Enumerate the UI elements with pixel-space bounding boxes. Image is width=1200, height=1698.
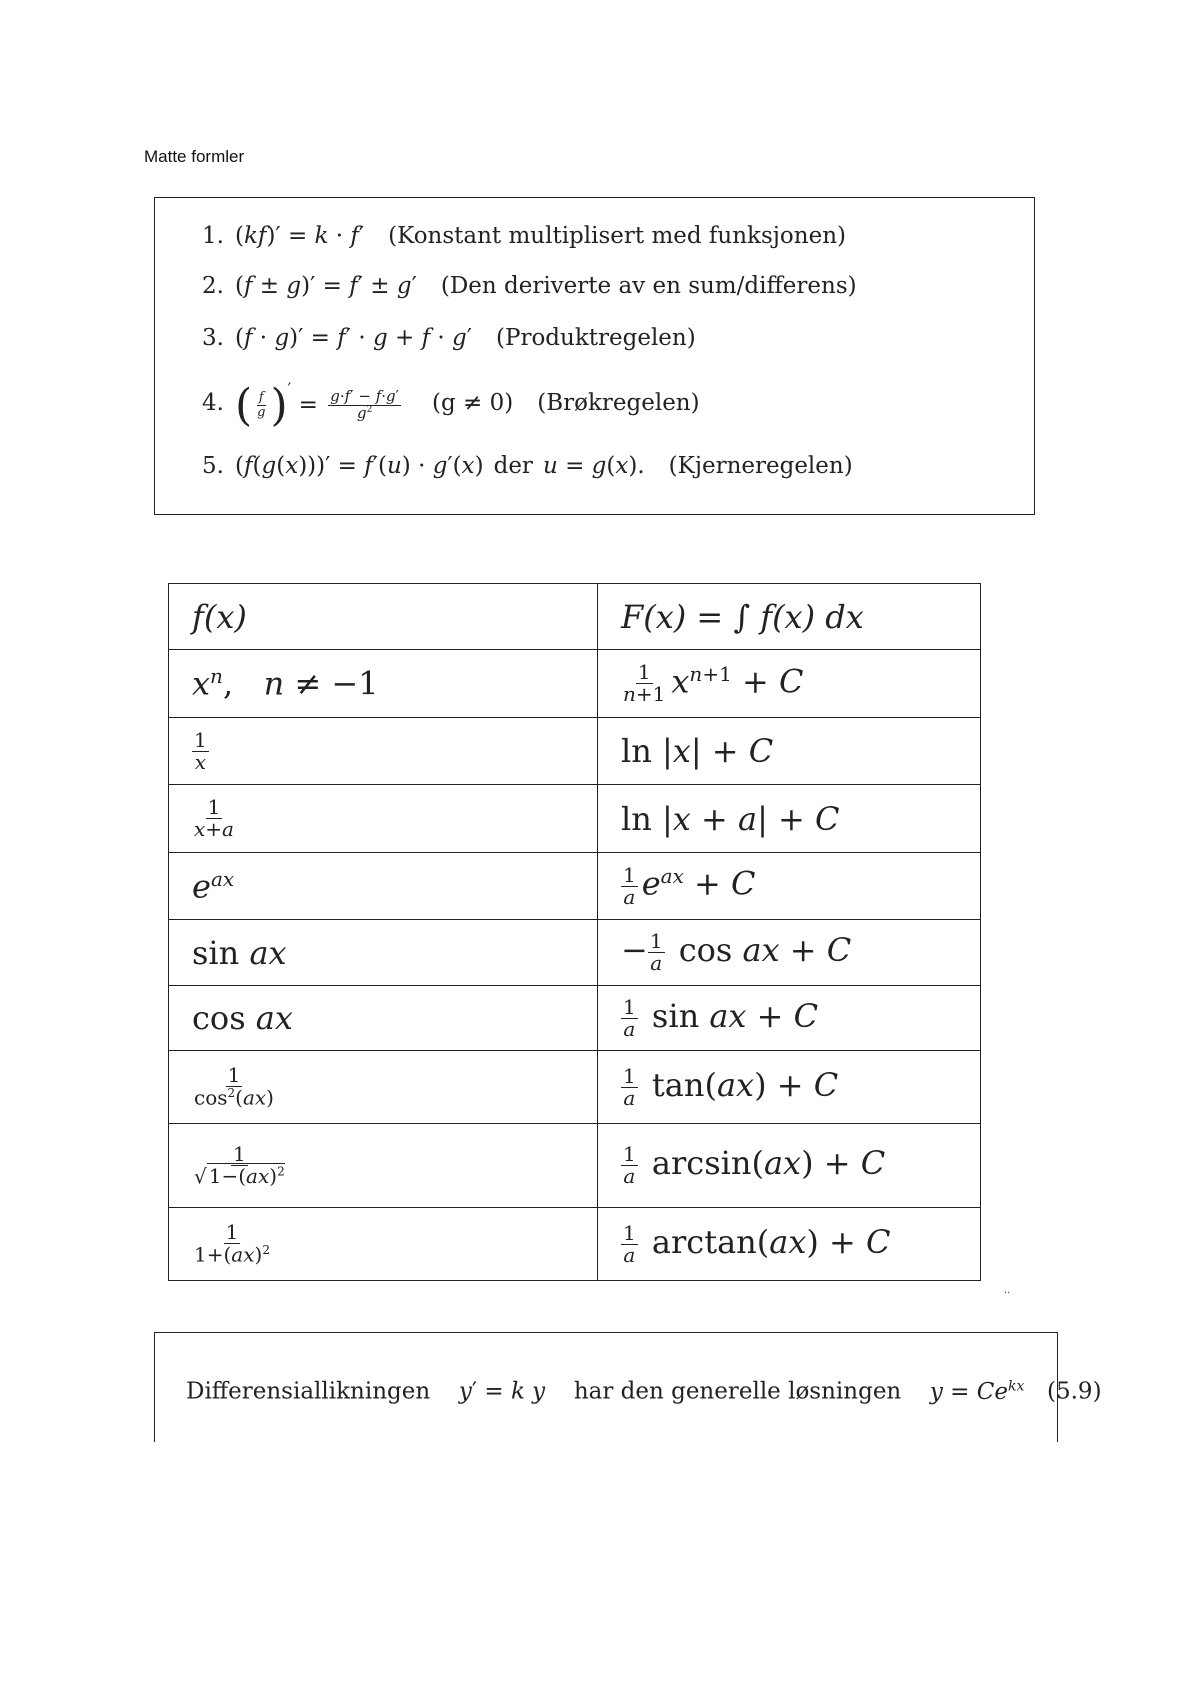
rule-formula: ( $\frac{f}{g}$ )′ = $\frac{g\cdot f' - f\cdot g'}{g^2}$ [235, 378, 400, 431]
antiderivative-cell: $\frac{1}{a}$ tan(ax) + C [598, 1051, 981, 1124]
table-row [169, 920, 981, 986]
rule-number: 4. [202, 390, 224, 416]
rule-quotient [202, 378, 700, 431]
de-prefix: Differensiallikningen [186, 1378, 431, 1405]
antiderivative-cell: ln |x + a| + C [598, 785, 981, 853]
rule-connector: der [493, 453, 533, 479]
rule-name: (Konstant multiplisert med funksjonen) [388, 223, 846, 249]
antiderivative-cell: $\frac{1}{a}$ arcsin(ax) + C [598, 1124, 981, 1208]
function-cell: $\frac{1}{x+a}$ [169, 785, 598, 853]
antiderivative-cell: $\frac{1}{a}$ sin ax + C [598, 986, 981, 1051]
header-f: f(x) [169, 584, 598, 650]
rule-name: (Produktregelen) [496, 325, 696, 351]
antiderivative-cell: − $\frac{1}{a}$ cos ax + C [598, 920, 981, 986]
table-row [169, 1051, 981, 1124]
integral-table [168, 583, 981, 1281]
rule-number: 3. [202, 325, 224, 351]
function-cell: sin ax [169, 920, 598, 986]
rule-name: (Brøkregelen) [537, 390, 700, 416]
rule-name: (Den deriverte av en sum/differens) [440, 273, 857, 299]
table-row [169, 1208, 981, 1281]
differential-equation-box [154, 1332, 1102, 1442]
de-middle: har den generelle løsningen [573, 1378, 902, 1405]
differential-equation-text [186, 1378, 1102, 1405]
function-cell: $x^n$, n ≠ −1 [169, 650, 598, 718]
rule-constant [202, 216, 846, 256]
rule-number: 1. [202, 223, 224, 249]
rule-name: (Kjerneregelen) [668, 453, 853, 479]
rule-product [202, 318, 696, 358]
derivative-rules-box [154, 197, 1035, 515]
function-cell: $\frac{1}{\cos^2(ax)}$ [169, 1051, 598, 1124]
rule-sum [202, 266, 857, 306]
header-antiderivative: F(x) = ∫ f(x) dx [598, 584, 981, 650]
rule-formula: (kf)′ = k · f′ [235, 223, 365, 249]
rule-formula: (f · g)′ = f′ · g + f · g′ [235, 325, 472, 351]
function-cell: $\frac{1}{√ 1-(ax)^2}$ [169, 1124, 598, 1208]
antiderivative-cell: $\frac{1}{n+1}$ $x^{n+1} + C$ [598, 650, 981, 718]
de-equation: y′ = k y [458, 1378, 546, 1405]
page-title: Matte formler [144, 147, 245, 166]
rule-number: 2. [202, 273, 224, 299]
antiderivative-cell: ln |x| + C [598, 718, 981, 785]
rule-formula: (f ± g)′ = f′ ± g′ [235, 273, 417, 299]
rule-chain [202, 446, 853, 486]
function-cell: $\frac{1}{1+(ax)^2}$ [169, 1208, 598, 1281]
table-row [169, 1124, 981, 1208]
de-reference: (5.9) [1047, 1378, 1102, 1405]
rule-condition: (g ≠ 0) [432, 390, 514, 416]
table-row [169, 853, 981, 920]
table-row [169, 650, 981, 718]
table-row [169, 718, 981, 785]
de-solution: $y = Ce^{kx}$ [929, 1378, 1025, 1405]
antiderivative-cell: $\frac{1}{a}$ $e^{ax} + C$ [598, 853, 981, 920]
antiderivative-cell: $\frac{1}{a}$ arctan(ax) + C [598, 1208, 981, 1281]
function-cell: $\frac{1}{x}$ [169, 718, 598, 785]
footnote-mark: .. [1004, 1285, 1011, 1296]
rule-formula-condition: u = g(x). [542, 453, 645, 479]
table-row [169, 785, 981, 853]
function-cell: $e^{ax}$ [169, 853, 598, 920]
table-header-row [169, 584, 981, 650]
function-cell: cos ax [169, 986, 598, 1051]
rule-number: 5. [202, 453, 224, 479]
table-row [169, 986, 981, 1051]
rule-formula: (f(g(x)))′ = f′(u) · g′(x) [235, 453, 484, 479]
